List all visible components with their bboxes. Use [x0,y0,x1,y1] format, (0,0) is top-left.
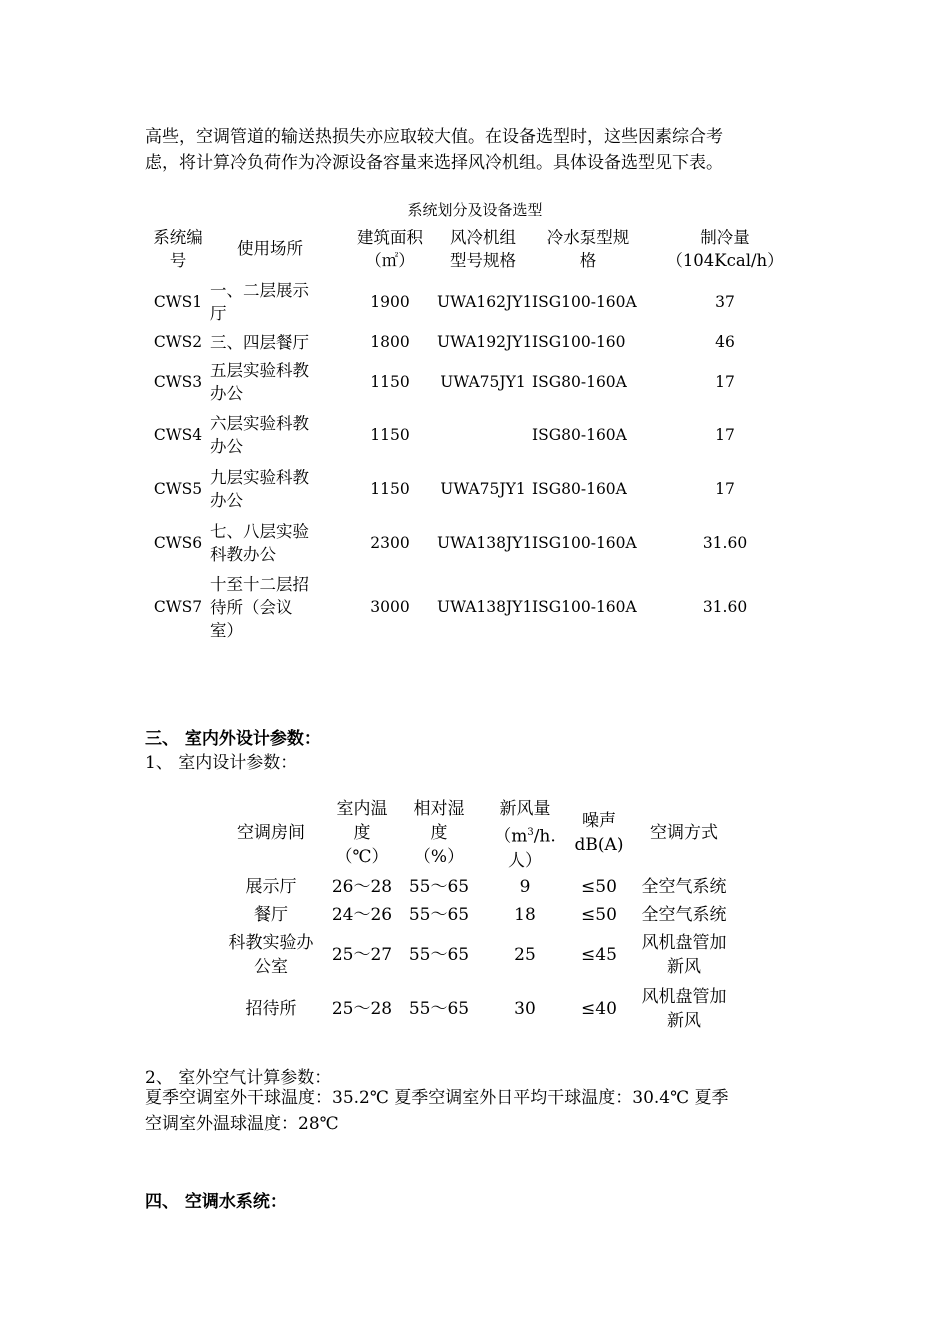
t2-row-2-fresh-air: 25 [514,945,536,965]
t1-row-5-pump: ISG100-160A [532,533,637,552]
t1-row-4-no: CWS5 [153,479,203,498]
t2-header-fresh-air: 新风量 （$m^3/h$. 人） [494,799,556,871]
t2-header-mode: 空调方式 [650,823,718,843]
section4-title: 四、 空调水系统： [145,1192,287,1212]
t1-row-6-no: CWS7 [153,598,203,616]
t1-row-1-pump: ISG100-160 [532,333,626,351]
t1-row-0-no: CWS1 [153,292,203,311]
t2-row-1-mode: 全空气系统 [641,905,727,925]
table1-caption: 系统划分及设备选型 [407,201,543,219]
outdoor-line-2: 空调室外温球温度：28℃ [145,1114,339,1134]
t2-header-temp: 室内温 度 （℃） [335,799,389,867]
t2-row-0-noise: ≤50 [581,877,617,897]
t2-header-room: 空调房间 [237,823,305,843]
t2-row-0-fresh-air: 9 [519,877,531,897]
section3-sub2: 2、 室外空气计算参数： [145,1068,332,1088]
t1-row-0-pump: ISG100-160A [532,292,637,311]
t1-row-5-cooling: 31.60 [702,533,748,552]
t1-row-3-no: CWS4 [153,425,203,444]
t2-row-2-room: 科教实验办 公室 [228,933,314,977]
t2-row-3-temp: 25～28 [331,999,393,1019]
t2-row-1-noise: ≤50 [581,905,617,925]
t2-row-0-humidity: 55～65 [408,877,470,897]
section3-sub1: 1、 室内设计参数： [145,753,298,773]
t1-header-area: 建筑面积 （㎡） [357,228,423,270]
t1-row-4-unit: UWA75JY1 [440,479,526,498]
outdoor-params [145,1085,810,1137]
t2-header-humidity: 相对湿 度 （%） [413,799,465,867]
t1-row-6-unit: UWA138JY1 [437,598,533,616]
t1-row-6-usage: 十至十二层招 待所（会议 室） [210,575,309,640]
t2-row-0-room: 展示厅 [245,877,297,897]
t1-row-1-usage: 三、四层餐厅 [210,333,309,352]
intro-line-1: 高些，空调管道的输送热损失亦应取较大值。在设备选型时，这些因素综合考 [145,127,723,147]
t1-row-4-area: 1150 [370,479,410,498]
t1-row-3-cooling: 17 [715,425,735,444]
t1-row-6-cooling: 31.60 [702,598,748,616]
intro-paragraph [145,124,810,176]
t2-row-0-temp: 26～28 [331,877,393,897]
t1-row-2-area: 1150 [370,372,410,391]
t1-row-6-area: 3000 [370,598,410,616]
t1-header-cooling: 制冷量 （104Kcal/h） [666,228,784,270]
t2-row-3-mode: 风机盘管加 新风 [641,987,727,1031]
t2-row-1-fresh-air: 18 [514,905,536,925]
t1-row-4-pump: ISG80-160A [532,479,627,498]
t2-row-2-mode: 风机盘管加 新风 [641,933,727,977]
t1-row-2-pump: ISG80-160A [532,372,627,391]
t1-row-0-cooling: 37 [715,292,735,311]
t2-row-3-noise: ≤40 [581,999,617,1019]
t2-row-2-humidity: 55～65 [408,945,470,965]
t1-row-1-unit: UWA192JY1 [437,333,533,351]
t1-row-1-cooling: 46 [715,333,735,351]
t1-row-5-area: 2300 [370,533,410,552]
t2-row-2-noise: ≤45 [581,945,617,965]
t1-row-2-unit: UWA75JY1 [440,372,526,391]
t1-row-6-pump: ISG100-160A [532,598,637,616]
t2-row-0-mode: 全空气系统 [641,877,727,897]
t1-row-2-usage: 五层实验科教 办公 [210,361,309,403]
t2-row-3-room: 招待所 [245,999,297,1019]
outdoor-line-1: 夏季空调室外干球温度：35.2℃ 夏季空调室外日平均干球温度：30.4℃ 夏季 [145,1088,729,1108]
t1-row-3-pump: ISG80-160A [532,425,627,444]
t1-row-0-usage: 一、二层展示 厅 [210,281,309,323]
t1-row-0-area: 1900 [370,292,410,311]
t1-row-0-unit: UWA162JY1 [437,292,533,311]
t1-row-2-cooling: 17 [715,372,735,391]
t2-row-1-temp: 24～26 [331,905,393,925]
t1-row-4-usage: 九层实验科教 办公 [210,468,309,510]
t1-row-3-usage: 六层实验科教 办公 [210,414,309,456]
t1-row-2-no: CWS3 [153,372,203,391]
t2-row-3-humidity: 55～65 [408,999,470,1019]
section3-title: 三、 室内外设计参数： [145,729,321,749]
t1-row-3-area: 1150 [370,425,410,444]
t2-row-1-room: 餐厅 [254,905,288,925]
t1-row-1-area: 1800 [370,333,410,351]
t2-row-1-humidity: 55～65 [408,905,470,925]
t1-header-unit: 风冷机组 型号规格 [450,228,516,270]
t1-header-system-no: 系统编 号 [153,228,203,270]
t1-row-5-unit: UWA138JY1 [437,533,533,552]
t2-row-3-fresh-air: 30 [514,999,536,1019]
t1-row-1-no: CWS2 [153,333,203,351]
intro-line-2: 虑，将计算冷负荷作为冷源设备容量来选择风冷机组。具体设备选型见下表。 [145,153,723,173]
t2-row-2-temp: 25～27 [331,945,393,965]
t2-header-noise: 噪声 dB(A) [574,811,624,855]
t1-header-usage: 使用场所 [237,239,303,258]
t1-row-5-no: CWS6 [153,533,203,552]
t1-row-5-usage: 七、八层实验 科教办公 [210,522,309,564]
t1-header-pump: 冷水泵型规 格 [546,228,630,270]
t1-row-4-cooling: 17 [715,479,735,498]
